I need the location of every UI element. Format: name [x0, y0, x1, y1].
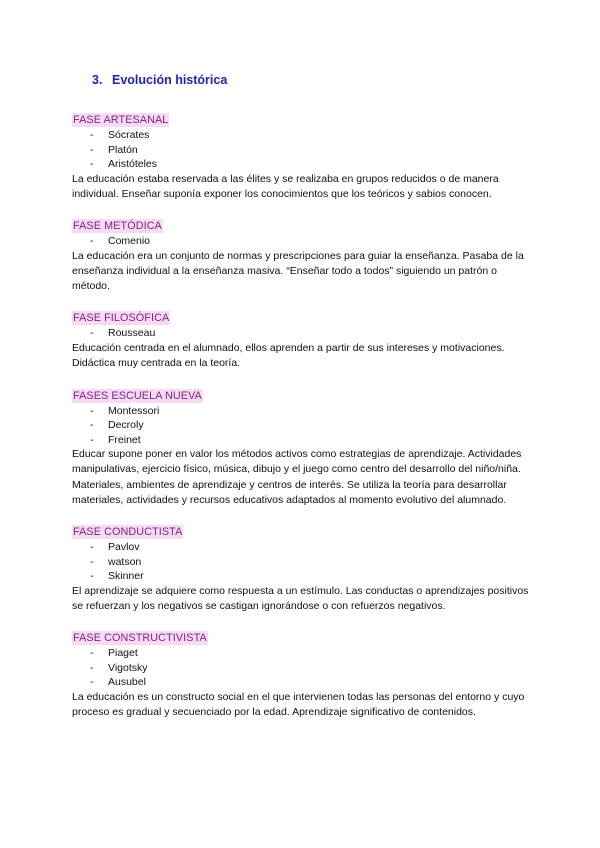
author-list — [72, 540, 532, 584]
phase-heading: FASE ARTESANAL — [73, 114, 169, 126]
phase-description: La educación era un conjunto de normas y prescripciones para guiar la enseñanza. Pasaba de la enseñanza individual a la enseñanza masiva. “Enseñar todo a todos” siguiendo un patrón o método. — [72, 249, 524, 293]
list-item: - Aristóteles — [90, 158, 158, 170]
list-item: - Skinner — [90, 570, 144, 583]
phase-constructivista — [72, 628, 532, 720]
list-item: - Freinet — [90, 433, 141, 446]
phase-heading: FASES ESCUELA NUEVA — [73, 389, 202, 402]
phase-description: Educación centrada en el alumnado, ellos aprenden a partir de sus intereses y motivaciones. Didáctica muy centrada en la teoría. — [72, 341, 505, 370]
phase-escuela-nueva — [72, 386, 532, 509]
author-list — [72, 404, 532, 448]
author-list — [72, 646, 532, 690]
phase-metodica — [72, 216, 532, 294]
list-item: - Piaget — [90, 647, 138, 660]
phase-heading: FASE FILOSÓFICA — [73, 312, 170, 325]
phase-description: Educar supone poner en valor los métodos activos como estrategias de aprendizaje. Actividades manipulativas, ejercicio físico, música, dibujo y el juego como centro del desarrollo del niño/niña. Materiales, ambientes de aprendizaje y centros de interés. Se utiliza la teoría para desarrollar materiales, actividades y recursos educativos adaptados al momento evolutivo del alumnado. — [72, 448, 522, 506]
list-item: - Rousseau — [90, 327, 156, 340]
author-list — [72, 326, 532, 341]
phase-heading: FASE METÓDICA — [73, 220, 162, 233]
section-title-text: Evolución histórica — [112, 73, 228, 87]
author-list — [72, 234, 532, 249]
phase-description: La educación es un constructo social en el que intervienen todas las personas del entorno y cuyo proceso es gradual y secuenciado por la edad. Aprendizaje significativo de contenidos. — [72, 690, 525, 719]
section-number: 3. — [92, 73, 103, 87]
phase-heading: FASE CONDUCTISTA — [73, 526, 183, 539]
phase-artesanal — [72, 110, 532, 202]
list-item: - Decroly — [90, 419, 144, 432]
phase-description: El aprendizaje se adquiere como respuesta a un estímulo. Las conductas o aprendizajes positivos se refuerzan y los negativos se castigan ignorándose o con refuerzos negativos. — [72, 584, 529, 613]
phase-filosofica — [72, 308, 532, 371]
list-item: - Pavlov — [90, 541, 140, 554]
section-title — [92, 72, 532, 88]
list-item: - Vigotsky — [90, 661, 148, 674]
list-item: - Comenio — [90, 235, 151, 248]
list-item: - watson — [90, 555, 142, 568]
document-page — [72, 72, 532, 734]
phase-conductista — [72, 522, 532, 614]
phase-heading: FASE CONSTRUCTIVISTA — [73, 632, 207, 645]
list-item: - Montessori — [90, 404, 160, 417]
author-list — [72, 128, 532, 172]
phase-description: La educación estaba reservada a las élites y se realizaba en grupos reducidos o de manera individual. Enseñar suponía exponer los conocimientos que los teóricos y sabios conocen. — [72, 172, 499, 200]
list-item: - Ausubel — [90, 676, 146, 689]
list-item: - Platón — [90, 143, 138, 156]
list-item: - Sócrates — [90, 129, 150, 141]
